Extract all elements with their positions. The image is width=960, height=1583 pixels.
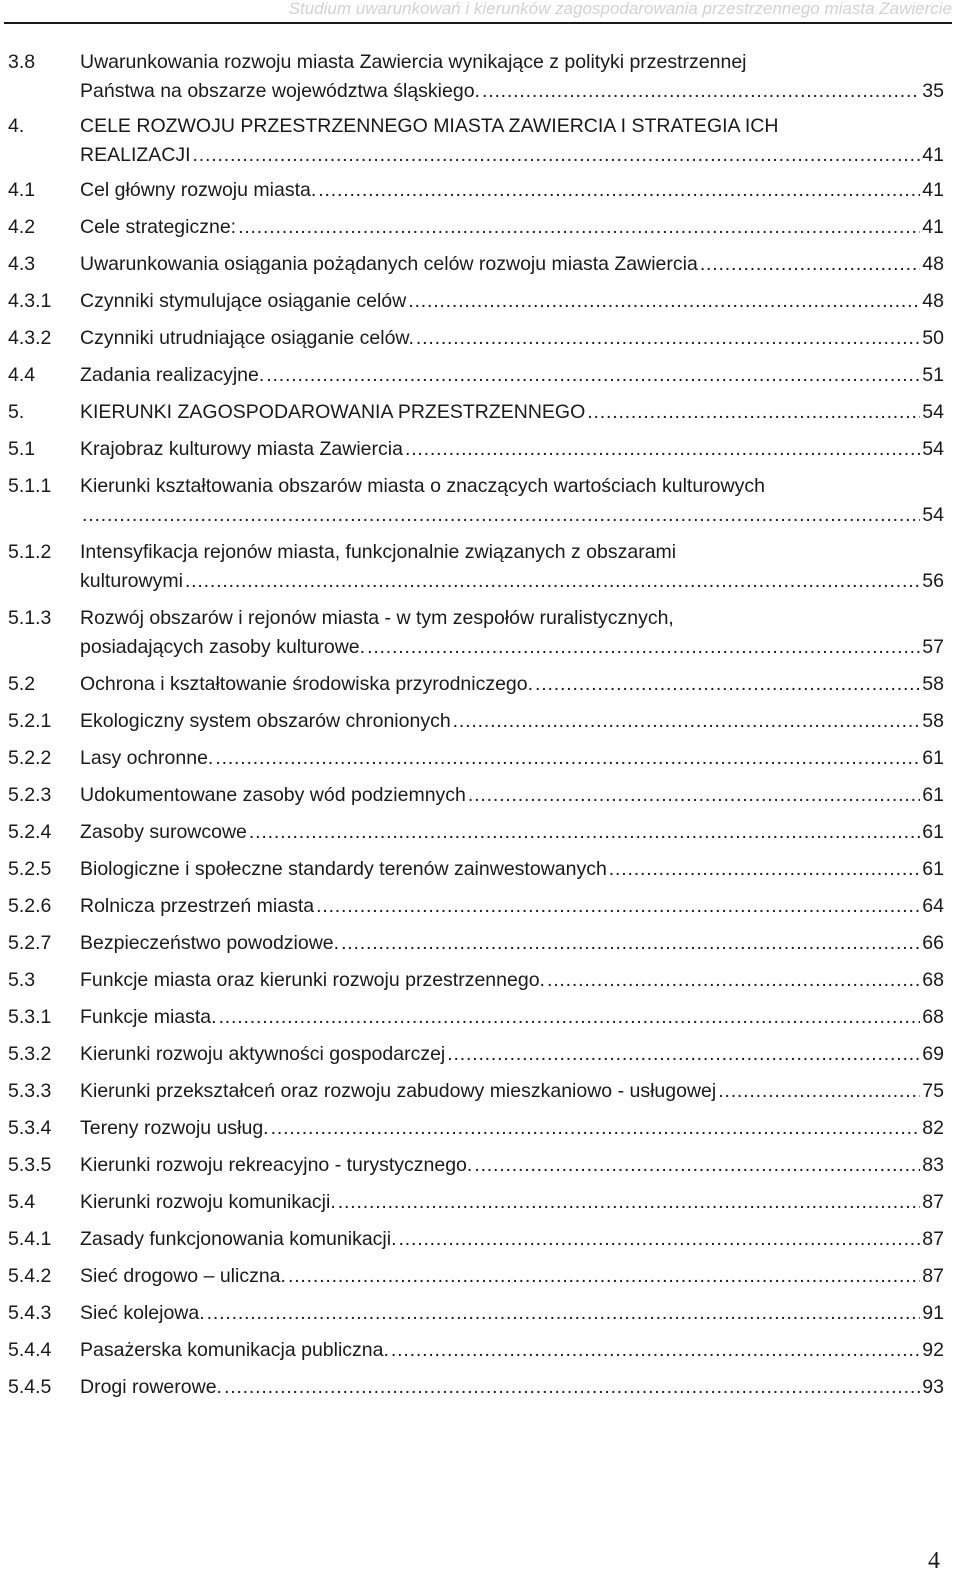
toc-entry-page: 56 xyxy=(922,570,944,592)
toc-entry-number: 5.2 xyxy=(8,673,36,695)
dot-leader xyxy=(547,966,920,995)
dot-leader xyxy=(453,707,921,736)
toc-entry[interactable] xyxy=(8,1225,944,1254)
toc-entry[interactable] xyxy=(8,966,944,995)
toc-entry[interactable] xyxy=(8,670,944,699)
toc-entry-number: 5.4.5 xyxy=(8,1376,52,1398)
toc-entry-title: Ekologiczny system obszarów chronionych xyxy=(80,710,451,732)
dot-leader xyxy=(249,818,920,847)
toc-entry-title: Funkcje miasta. xyxy=(80,1006,217,1028)
toc-entry-page: 87 xyxy=(922,1191,944,1213)
toc-entry-number: 5.4.3 xyxy=(8,1302,52,1324)
toc-entry-page: 58 xyxy=(922,710,944,732)
toc-entry-page: 87 xyxy=(922,1228,944,1250)
dot-leader xyxy=(185,567,920,596)
toc-entry-title: KIERUNKI ZAGOSPODAROWANIA PRZESTRZENNEGO xyxy=(80,401,586,423)
toc-entry[interactable] xyxy=(8,1336,944,1365)
toc-entry-number: 4.4 xyxy=(8,364,36,386)
toc-entry-number: 4.3 xyxy=(8,253,36,275)
toc-entry-page: 54 xyxy=(922,438,944,460)
toc-entry[interactable] xyxy=(8,604,944,662)
toc-entry-number: 5.4.2 xyxy=(8,1265,52,1287)
toc-entry-number: 4.3.1 xyxy=(8,290,52,312)
dot-leader xyxy=(367,633,920,662)
toc-entry[interactable] xyxy=(8,1114,944,1143)
toc-entry-page: 50 xyxy=(922,327,944,349)
toc-entry-title: kulturowymi xyxy=(80,570,183,592)
toc-entry[interactable] xyxy=(8,250,944,279)
toc-entry-title: Rolnicza przestrzeń miasta xyxy=(80,895,315,917)
dot-leader xyxy=(408,287,920,316)
toc-entry[interactable] xyxy=(8,1262,944,1291)
toc-entry-page: 61 xyxy=(922,747,944,769)
toc-entry-title: Krajobraz kulturowy miasta Zawiercia xyxy=(80,438,403,460)
toc-entry-title: Kierunki rozwoju aktywności gospodarczej xyxy=(80,1043,446,1065)
toc-entry[interactable] xyxy=(8,324,944,353)
toc-entry-title: Cel główny rozwoju miasta. xyxy=(80,179,317,201)
toc-entry-title: REALIZACJI xyxy=(80,144,191,166)
toc-entry-number: 5.3.3 xyxy=(8,1080,52,1102)
toc-entry[interactable] xyxy=(8,48,944,106)
toc-entry-page: 61 xyxy=(922,821,944,843)
toc-entry-number: 4.1 xyxy=(8,179,36,201)
toc-entry-number: 5.2.5 xyxy=(8,858,52,880)
toc-entry[interactable] xyxy=(8,818,944,847)
toc-entry-page: 66 xyxy=(922,932,944,954)
toc-entry-number: 5.2.3 xyxy=(8,784,52,806)
toc-entry-title: Czynniki stymulujące osiąganie celów xyxy=(80,290,407,312)
dot-leader xyxy=(482,77,920,106)
toc-entry[interactable] xyxy=(8,1003,944,1032)
toc-entry[interactable] xyxy=(8,538,944,596)
toc-entry[interactable] xyxy=(8,1188,944,1217)
dot-leader xyxy=(468,781,920,810)
dot-leader xyxy=(288,1262,920,1291)
toc-entry-title: Pasażerska komunikacja publiczna. xyxy=(80,1339,389,1361)
toc-entry-title: Rozwój obszarów i rejonów miasta - w tym zespołów ruralistycznych, xyxy=(80,607,674,629)
toc-entry-number: 5.3.5 xyxy=(8,1154,52,1176)
toc-entry-number: 5.1.2 xyxy=(8,541,52,563)
toc-entry-page: 68 xyxy=(922,1006,944,1028)
toc-entry-number: 5.2.7 xyxy=(8,932,52,954)
toc-entry-page: 48 xyxy=(922,253,944,275)
toc-entry-title: Biologiczne i społeczne standardy terenów zainwestowanych xyxy=(80,858,607,880)
dot-leader xyxy=(207,1299,921,1328)
toc-entry-title: Drogi rowerowe. xyxy=(80,1376,222,1398)
dot-leader xyxy=(219,1003,921,1032)
toc-entry-page: 91 xyxy=(922,1302,944,1324)
toc-entry-number: 5.3 xyxy=(8,969,36,991)
toc-entry[interactable] xyxy=(8,112,944,170)
toc-entry-page: 61 xyxy=(922,858,944,880)
toc-entry-title: Państwa na obszarze województwa śląskiego. xyxy=(80,80,480,102)
page-number: 4 xyxy=(928,1548,940,1574)
dot-leader xyxy=(266,361,920,390)
toc-entry-title: Ochrona i kształtowanie środowiska przyrodniczego. xyxy=(80,673,534,695)
dot-leader xyxy=(391,1336,920,1365)
toc-entry-title: Tereny rozwoju usług. xyxy=(80,1117,269,1139)
toc-entry-page: 48 xyxy=(922,290,944,312)
toc-entry-number: 5.2.1 xyxy=(8,710,52,732)
dot-leader xyxy=(535,670,920,699)
dot-leader xyxy=(718,1077,920,1106)
toc-entry[interactable] xyxy=(8,1040,944,1069)
dot-leader xyxy=(447,1040,920,1069)
toc-entry-number: 5.2.6 xyxy=(8,895,52,917)
toc-entry-number: 5.2.4 xyxy=(8,821,52,843)
toc-entry-title: Kierunki rozwoju komunikacji. xyxy=(80,1191,336,1213)
toc-entry-page: 41 xyxy=(922,179,944,201)
header-divider xyxy=(4,22,952,24)
toc-entry[interactable] xyxy=(8,176,944,205)
toc-entry-title: Uwarunkowania osiągania pożądanych celów rozwoju miasta Zawiercia xyxy=(80,253,698,275)
toc-entry[interactable] xyxy=(8,929,944,958)
toc-entry-page: 92 xyxy=(922,1339,944,1361)
dot-leader xyxy=(215,744,920,773)
toc-entry[interactable] xyxy=(8,1151,944,1180)
running-header: Studium uwarunkowań i kierunków zagospodarowania przestrzennego miasta Zawiercie xyxy=(288,0,952,18)
dot-leader xyxy=(416,324,920,353)
toc-entry-page: 57 xyxy=(922,636,944,658)
toc-entry-number: 5. xyxy=(8,401,25,423)
toc-entry[interactable] xyxy=(8,1077,944,1106)
table-of-contents xyxy=(8,48,944,1410)
toc-entry-number: 5.1.3 xyxy=(8,607,52,629)
toc-entry-page: 82 xyxy=(922,1117,944,1139)
toc-entry-title: Kierunki przekształceń oraz rozwoju zabudowy mieszkaniowo - usługowej xyxy=(80,1080,717,1102)
dot-leader xyxy=(82,501,920,530)
toc-entry[interactable] xyxy=(8,781,944,810)
toc-entry-title: Zasady funkcjonowania komunikacji. xyxy=(80,1228,397,1250)
toc-entry[interactable] xyxy=(8,707,944,736)
toc-entry-title: Uwarunkowania rozwoju miasta Zawiercia wynikające z polityki przestrzennej xyxy=(80,51,747,73)
toc-entry-title: Czynniki utrudniające osiąganie celów. xyxy=(80,327,414,349)
toc-entry-title: posiadających zasoby kulturowe. xyxy=(80,636,366,658)
toc-entry-title: Intensyfikacja rejonów miasta, funkcjonalnie związanych z obszarami xyxy=(80,541,677,563)
dot-leader xyxy=(405,435,920,464)
dot-leader xyxy=(700,250,920,279)
dot-leader xyxy=(318,176,920,205)
toc-entry-number: 5.3.1 xyxy=(8,1006,52,1028)
toc-entry[interactable] xyxy=(8,472,944,530)
toc-entry-page: 58 xyxy=(922,673,944,695)
toc-entry-page: 75 xyxy=(922,1080,944,1102)
dot-leader xyxy=(238,213,920,242)
toc-entry[interactable] xyxy=(8,892,944,921)
toc-entry-page: 68 xyxy=(922,969,944,991)
toc-entry-page: 51 xyxy=(922,364,944,386)
toc-entry-page: 41 xyxy=(922,144,944,166)
toc-entry-page: 83 xyxy=(922,1154,944,1176)
toc-entry-page: 93 xyxy=(922,1376,944,1398)
toc-entry-number: 5.2.2 xyxy=(8,747,52,769)
dot-leader xyxy=(399,1225,921,1254)
toc-entry-page: 54 xyxy=(922,401,944,423)
toc-entry-page: 41 xyxy=(922,216,944,238)
toc-entry[interactable] xyxy=(8,744,944,773)
toc-entry-page: 61 xyxy=(922,784,944,806)
dot-leader xyxy=(224,1373,920,1402)
toc-entry-title: Sieć drogowo – uliczna. xyxy=(80,1265,286,1287)
dot-leader xyxy=(587,398,920,427)
toc-entry-number: 5.3.4 xyxy=(8,1117,52,1139)
toc-entry-title: Bezpieczeństwo powodziowe. xyxy=(80,932,340,954)
toc-entry-number: 5.4 xyxy=(8,1191,36,1213)
toc-entry-page: 87 xyxy=(922,1265,944,1287)
dot-leader xyxy=(316,892,920,921)
toc-entry[interactable] xyxy=(8,398,944,427)
toc-entry-number: 4. xyxy=(8,115,25,137)
toc-entry-page: 64 xyxy=(922,895,944,917)
toc-entry-title: Udokumentowane zasoby wód podziemnych xyxy=(80,784,466,806)
toc-entry-number: 5.4.1 xyxy=(8,1228,52,1250)
dot-leader xyxy=(338,1188,921,1217)
toc-entry[interactable] xyxy=(8,287,944,316)
toc-entry[interactable] xyxy=(8,213,944,242)
dot-leader xyxy=(341,929,920,958)
toc-entry-title: Funkcje miasta oraz kierunki rozwoju przestrzennego. xyxy=(80,969,545,991)
toc-entry-title: CELE ROZWOJU PRZESTRZENNEGO MIASTA ZAWIERCIA I STRATEGIA ICH xyxy=(80,115,779,137)
dot-leader xyxy=(271,1114,921,1143)
toc-entry-title: Cele strategiczne: xyxy=(80,216,237,238)
toc-entry-number: 5.4.4 xyxy=(8,1339,52,1361)
toc-entry[interactable] xyxy=(8,1299,944,1328)
toc-entry-title: Kierunki rozwoju rekreacyjno - turystycznego. xyxy=(80,1154,473,1176)
toc-entry-title: Lasy ochronne. xyxy=(80,747,214,769)
toc-entry-number: 3.8 xyxy=(8,51,36,73)
toc-entry-number: 5.3.2 xyxy=(8,1043,52,1065)
toc-entry-page: 35 xyxy=(922,80,944,102)
toc-entry-title: Zadania realizacyjne. xyxy=(80,364,265,386)
dot-leader xyxy=(609,855,921,884)
toc-entry-number: 4.3.2 xyxy=(8,327,52,349)
toc-entry-page: 69 xyxy=(922,1043,944,1065)
toc-entry-number: 4.2 xyxy=(8,216,36,238)
toc-entry-page: 54 xyxy=(922,504,944,526)
toc-entry-number: 5.1 xyxy=(8,438,36,460)
toc-entry-title: Zasoby surowcowe xyxy=(80,821,247,843)
toc-entry[interactable] xyxy=(8,361,944,390)
toc-entry-title: Sieć kolejowa. xyxy=(80,1302,205,1324)
toc-entry[interactable] xyxy=(8,435,944,464)
toc-entry-title: Kierunki kształtowania obszarów miasta o znaczących wartościach kulturowych xyxy=(80,475,765,497)
toc-entry[interactable] xyxy=(8,1373,944,1402)
dot-leader xyxy=(474,1151,920,1180)
toc-entry[interactable] xyxy=(8,855,944,884)
dot-leader xyxy=(193,141,921,170)
toc-entry-number: 5.1.1 xyxy=(8,475,52,497)
